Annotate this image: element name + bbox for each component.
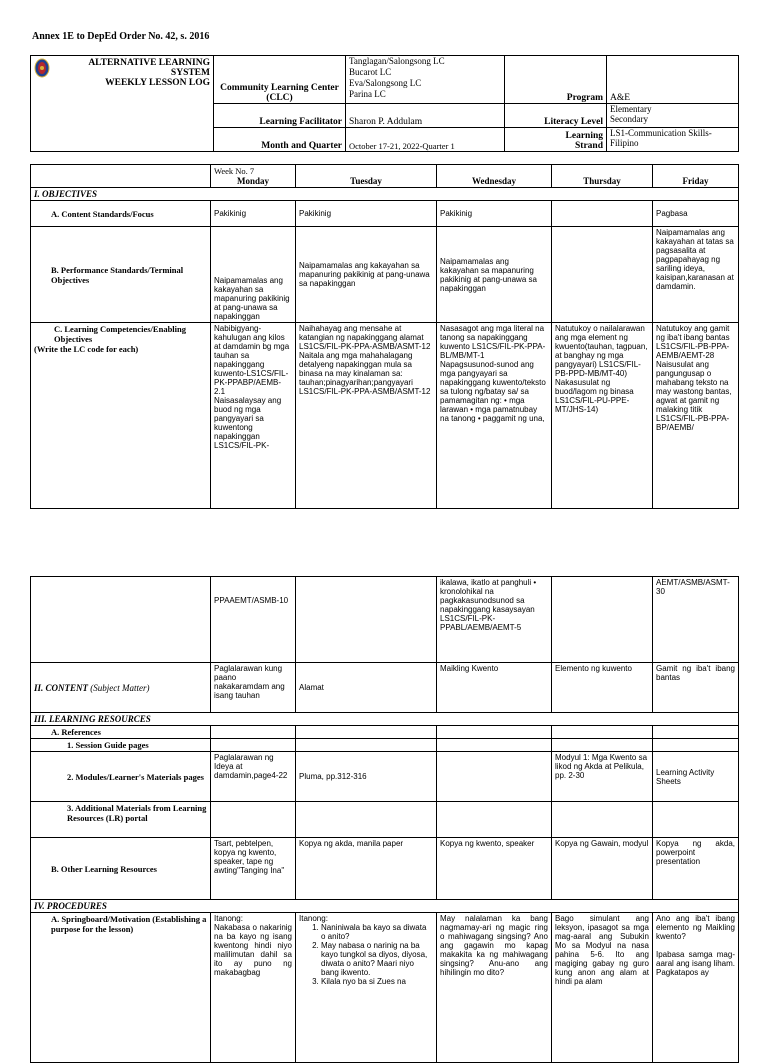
- content-title-cell: [31, 663, 211, 713]
- day-friday: Friday: [653, 165, 739, 188]
- content-thursday: Elemento ng kuwento: [552, 663, 653, 713]
- list-item: 1. Naniniwala ba kayo sa diwata o anito?: [321, 923, 433, 941]
- competencies-cont-wednesday: ikalawa, ikatlo at panghuli • kronolohikal na pagkakasunodsunod sa napakinggang kasaysayan LS1CS/FIL-PK-PPABL/AEMB/AEMT-5: [437, 577, 552, 663]
- resources-title: III. LEARNING RESOURCES: [31, 713, 739, 726]
- competencies-friday: Natutukoy ang gamit ng iba't ibang bantas LS1CS/FIL-PB-PPA-AEMB/AEMT-28 Naisusulat ang pangungusap o mahabang teksto na may wastong bantas, agwat at gamit ng malaking titik LS1CS/FIL-PB-PPA-BP/AEMB/: [653, 323, 739, 509]
- competencies-label: C. Learning Competencies/Enabling Objectives: [54, 324, 186, 344]
- content-std-monday: Pakikinig: [211, 201, 296, 227]
- lesson-log-table-continued: [30, 576, 739, 1063]
- day-monday-header: [211, 165, 296, 188]
- performance-monday: Naipamamalas ang kakayahan sa mapanuring pakikinig at pang-unawa sa napakinggan: [211, 227, 296, 323]
- performance-friday: Naipamamalas ang kakayahan at tatas sa pagsasalita at pagpapahayag ng sariling ideya, kaisipan,karanasan at damdamin.: [653, 227, 739, 323]
- performance-thursday: [552, 227, 653, 323]
- month-label: Month and Quarter: [214, 128, 346, 152]
- modules-label: 2. Modules/Learner's Materials pages: [31, 752, 211, 802]
- day-tuesday: Tuesday: [296, 165, 437, 188]
- other-friday: Kopya ng akda, powerpoint presentation: [653, 838, 739, 900]
- content-std-friday: Pagbasa: [653, 201, 739, 227]
- additional-materials-label: 3. Additional Materials from Learning Resources (LR) portal: [31, 802, 211, 838]
- competencies-cont-label: [31, 577, 211, 663]
- week-number: Week No. 7: [214, 166, 255, 176]
- content-std-wednesday: Pakikinig: [437, 201, 552, 227]
- other-tuesday: Kopya ng akda, manila paper: [296, 838, 437, 900]
- program-label: Program: [505, 56, 607, 104]
- list-item: 2. May nabasa o narinig na ba kayo tungkol sa diyos, diyosa, diwata o anito? Maari niyo bang ikwento.: [321, 941, 433, 977]
- procedures-title: IV. PROCEDURES: [31, 900, 739, 913]
- content-std-tuesday: Pakikinig: [296, 201, 437, 227]
- literacy-value: Elementary Secondary: [607, 104, 739, 128]
- blank-corner: [31, 165, 211, 188]
- springboard-label: A. Springboard/Motivation (Establishing a purpose for the lesson): [31, 913, 211, 1063]
- content-title: II. CONTENT: [34, 682, 89, 693]
- session-guide-label: 1. Session Guide pages: [31, 739, 211, 752]
- performance-wednesday: Naipamamalas ang kakayahan sa mapanuring pakikinig at pang-unawa sa napakinggan: [437, 227, 552, 323]
- clc-value: Tanglagan/Salongsong LC Bucarot LC Eva/Salongsong LC Parina LC: [346, 56, 505, 104]
- day-monday: Monday: [236, 176, 269, 186]
- springboard-tuesday: [296, 913, 437, 1063]
- strand-label: Learning Strand: [505, 128, 607, 152]
- header-table: [30, 55, 739, 152]
- modules-wednesday: [437, 752, 552, 802]
- content-subtitle: (Subject Matter): [90, 682, 150, 693]
- content-standards-label: A. Content Standards/Focus: [31, 201, 211, 227]
- other-monday: Tsart, pebtelpen, kopya ng kwento, speaker, tape ng awting"Tanging Ina": [211, 838, 296, 900]
- competencies-monday: Nabibigyang-kahulugan ang kilos at damdamin bg mga tauhan sa napakinggang kuwento-LS1CS/FIL-PK-PPABP/AEMB-2.1 Naisasalaysay ang buod ng mga pangyayari sa kuwentong napakinggan LS1CS/FIL-PK-: [211, 323, 296, 509]
- springboard-friday: Ano ang iba't ibang elemento ng Maikling kwento? Ipabasa samga mag-aaral ang isang liham. Pagkatapos ay: [653, 913, 739, 1063]
- competencies-cont-monday: PPAAEMT/ASMB-10: [211, 577, 296, 663]
- day-wednesday: Wednesday: [437, 165, 552, 188]
- springboard-monday: Itanong: Nakabasa o nakarinig na ba kayo ng isang kwentong hindi niyo malilimutan dahil sa ito ay puno ng makabagbag: [211, 913, 296, 1063]
- system-cell: [31, 56, 214, 152]
- content-friday: Gamit ng iba't ibang bantas: [653, 663, 739, 713]
- competencies-wednesday: Nasasagot ang mga literal na tanong sa napakinggang kuwento LS1CS/FIL-PK-PPA-BL/MB/MT-1 Napagsusunod-sunod ang mga pangyayari sa napakinggang kuwento/teksto sa tulong ng/batay sa/ sa pamamagitan ng: • mga larawan • mga pamatnubay na tanong • paggamit ng una,: [437, 323, 552, 509]
- references-label: A. References: [31, 726, 211, 739]
- modules-thursday: Modyul 1: Mga Kwento sa likod ng Akda at Pelikula, pp. 2-30: [552, 752, 653, 802]
- system-line1: ALTERNATIVE LEARNING SYSTEM: [88, 58, 210, 78]
- day-thursday: Thursday: [552, 165, 653, 188]
- annex-title: Annex 1E to DepEd Order No. 42, s. 2016: [32, 31, 210, 42]
- facilitator-value: Sharon P. Addulam: [346, 104, 505, 128]
- content-tuesday: Alamat: [296, 663, 437, 713]
- literacy-label: Literacy Level: [505, 104, 607, 128]
- competencies-tuesday: Naihahayag ang mensahe at katangian ng napakinggang alamat LS1CS/FIL-PK-PPA-ASMB/ASMT-12 Naitala ang mga mahahalagang detalyeng napakinggan mula sa binasa na may kinalaman sa: tauhan;pinagyarihan;pangyayari LS1CS/FIL-PK-PPA-ASMB/ASMT-12: [296, 323, 437, 509]
- facilitator-label: Learning Facilitator: [214, 104, 346, 128]
- other-wednesday: Kopya ng kwento, speaker: [437, 838, 552, 900]
- modules-friday: Learning Activity Sheets: [653, 752, 739, 802]
- system-line2: WEEKLY LESSON LOG: [105, 78, 210, 88]
- content-std-thursday: [552, 201, 653, 227]
- competencies-thursday: Natutukoy o nailalarawan ang mga element ng kwuento(tauhan, tagpuan, at banghay ng mga pangyayari) LS1CS/FIL-PB-PPD-MB/MT-40) Nakasusulat ng buod/lagom ng binasa LS1CS/FIL-PU-PPE-MT/JHS-14): [552, 323, 653, 509]
- lesson-log-table: [30, 164, 739, 509]
- competencies-cont-tuesday: [296, 577, 437, 663]
- springboard-wednesday: May nalalaman ka bang nagmamay-ari ng magic ring o mahiwagang singsing? Ano ang gagawin mo kapag makakita ka ng mahiwagang singsing? Anu-ano ang hihilingin mo dito?: [437, 913, 552, 1063]
- springboard-tuesday-intro: Itanong:: [299, 914, 328, 923]
- program-value: A&E: [607, 56, 739, 104]
- performance-label: B. Performance Standards/Terminal Objectives: [31, 227, 211, 323]
- competencies-note: (Write the LC code for each): [34, 344, 139, 354]
- modules-tuesday: Pluma, pp.312-316: [296, 752, 437, 802]
- other-resources-label: B. Other Learning Resources: [31, 838, 211, 900]
- content-wednesday: Maikling Kwento: [437, 663, 552, 713]
- competencies-cont-friday: AEMT/ASMB/ASMT-30: [653, 577, 739, 663]
- strand-value: LS1-Communication Skills-Filipino: [607, 128, 739, 152]
- competencies-cont-thursday: [552, 577, 653, 663]
- list-item: 3. Kilala nyo ba si Zues na: [321, 977, 433, 986]
- competencies-cell: [31, 323, 211, 509]
- performance-tuesday: Naipamamalas ang kakayahan sa mapanuring pakikinig at pang-unawa sa napakinggan: [296, 227, 437, 323]
- month-value: October 17-21, 2022-Quarter 1: [346, 128, 505, 152]
- objectives-title: I. OBJECTIVES: [31, 188, 739, 201]
- content-monday: Paglalarawan kung paano nakakaramdam ang isang tauhan: [211, 663, 296, 713]
- springboard-thursday: Bago simulant ang leksyon, ipasagot sa mga mag-aaral ang Subukin Mo sa Modyul na nasa pahina 5-6. Ito ang magiging gabay ng guro kung anon ang alam at hindi pa alam: [552, 913, 653, 1063]
- other-thursday: Kopya ng Gawain, modyul: [552, 838, 653, 900]
- clc-label: Community Learning Center (CLC): [214, 56, 346, 104]
- modules-monday: Paglalarawan ng Ideya at damdamin,page4-22: [211, 752, 296, 802]
- deped-seal-icon: [34, 58, 50, 78]
- springboard-tuesday-list: [299, 923, 433, 986]
